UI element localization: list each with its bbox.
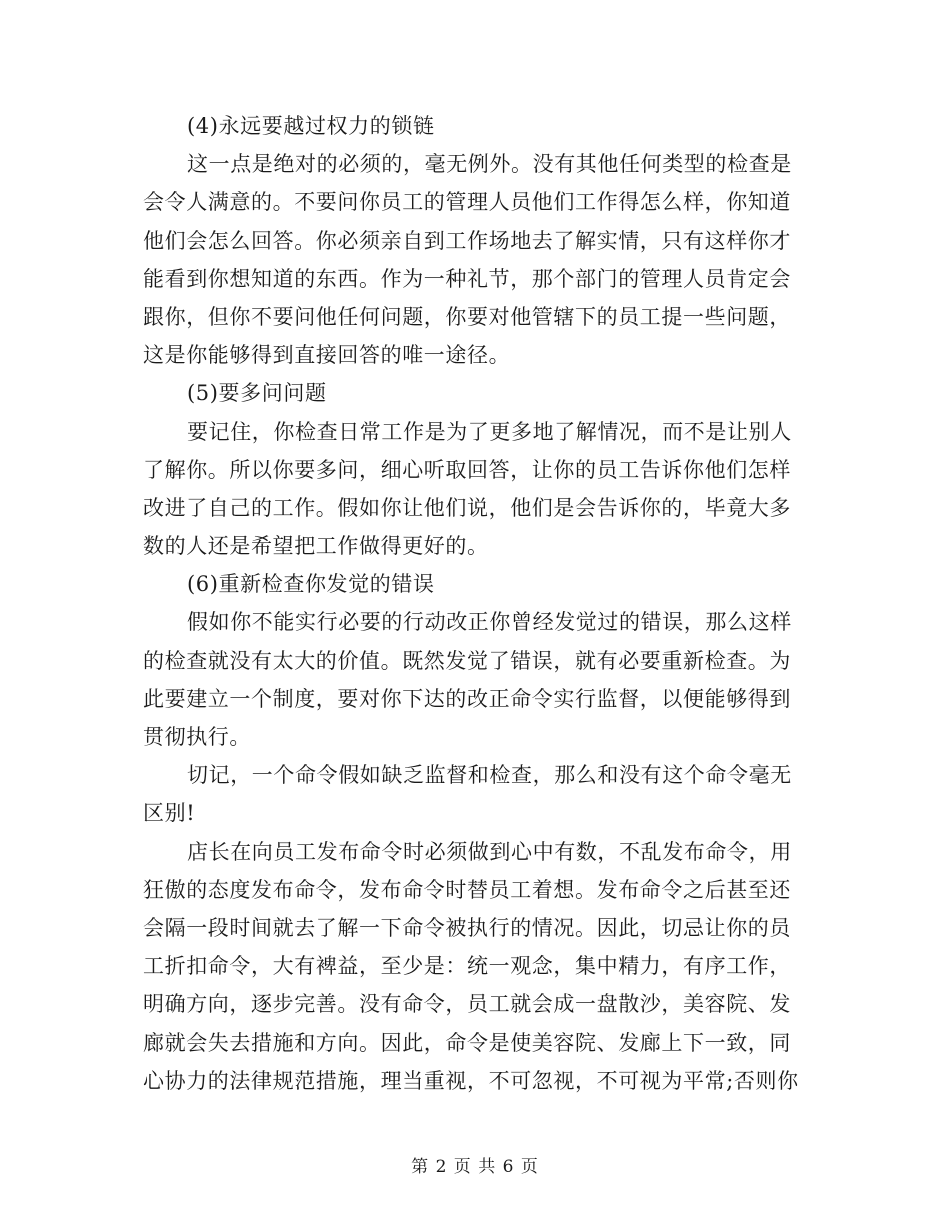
text-line: 他们会怎么回答。你必须亲自到工作场地去了解实情，只有这样你才 <box>143 228 791 253</box>
text-line: (5)要多问问题 <box>187 381 327 406</box>
text-line: 跟你，但你不要问他任何问题，你要对他管辖下的员工提一些问题， <box>143 304 791 329</box>
text-line: 假如你不能实行必要的行动改正你曾经发觉过的错误，那么这样 <box>187 610 792 635</box>
text-line: 工折扣命令，大有裨益，至少是：统一观念，集中精力，有序工作， <box>143 954 791 979</box>
text-line: (4)永远要越过权力的锁链 <box>187 114 435 138</box>
page-number-footer: 第 2 页 共 6 页 <box>411 1157 539 1177</box>
text-line: 明确方向，逐步完善。没有命令，员工就会成一盘散沙，美容院、发 <box>143 992 791 1017</box>
document-body <box>143 107 803 1100</box>
text-line: 这一点是绝对的必须的，毫无例外。没有其他任何类型的检查是 <box>187 152 792 177</box>
text-line: 能看到你想知道的东西。作为一种礼节，那个部门的管理人员肯定会 <box>143 266 791 291</box>
text-line: 此要建立一个制度，要对你下达的改正命令实行监督，以便能够得到 <box>143 686 791 711</box>
text-line: 会隔一段时间就去了解一下命令被执行的情况。因此，切忌让你的员 <box>143 915 791 940</box>
text-line: 贯彻执行。 <box>143 725 251 749</box>
text-line: 的检查就没有太大的价值。既然发觉了错误，就有必要重新检查。为 <box>143 648 791 673</box>
text-line: (6)重新检查你发觉的错误 <box>187 572 435 597</box>
text-line: 切记，一个命令假如缺乏监督和检查，那么和没有这个命令毫无 <box>187 763 792 788</box>
text-line: 数的人还是希望把工作做得更好的。 <box>143 534 489 559</box>
text-line: 狂傲的态度发布命令，发布命令时替员工着想。发布命令之后甚至还 <box>143 877 791 902</box>
text-line: 这是你能够得到直接回答的唯一途径。 <box>143 343 511 368</box>
text-line: 改进了自己的工作。假如你让他们说，他们是会告诉你的，毕竟大多 <box>143 495 791 520</box>
text-line: 廊就会失去措施和方向。因此，命令是使美容院、发廊上下一致，同 <box>143 1030 791 1055</box>
text-line: 了解你。所以你要多问，细心听取回答，让你的员工告诉你他们怎样 <box>143 457 791 482</box>
text-line: 心协力的法律规范措施，理当重视，不可忽视，不可视为平常;否则你 <box>143 1068 799 1093</box>
text-line: 要记住，你检查日常工作是为了更多地了解情况，而不是让别人 <box>187 419 792 444</box>
text-line: 区别! <box>143 801 196 826</box>
text-line: 店长在向员工发布命令时必须做到心中有数，不乱发布命令，用 <box>187 839 792 864</box>
text-line: 会令人满意的。不要问你员工的管理人员他们工作得怎么样，你知道 <box>143 190 791 215</box>
